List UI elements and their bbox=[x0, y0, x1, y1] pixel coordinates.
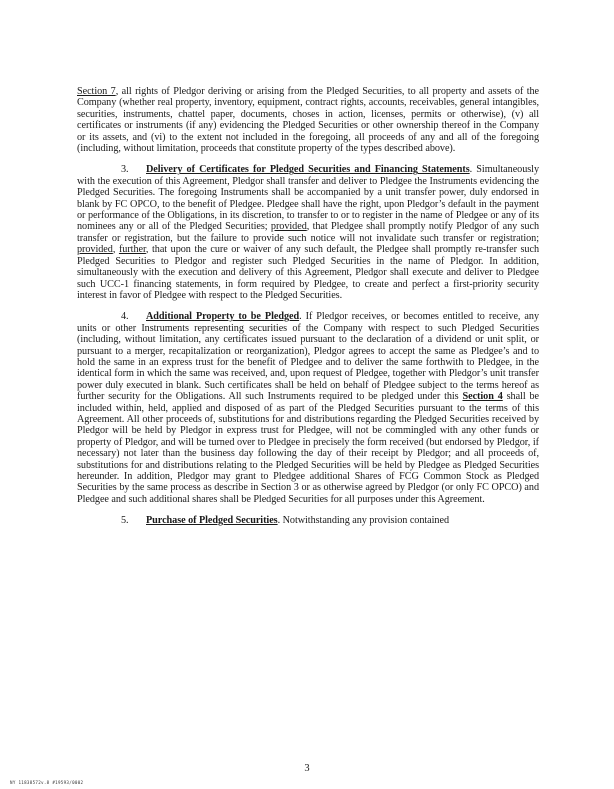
document-id-footer: NY 11838572v.8 #19593/0002 bbox=[10, 780, 84, 785]
section-4-body-1: . If Pledgor receives, or becomes entitled to receive, any units or other Instruments representing securities of the Company with respect to such Pledged Securities (including, without limitation, any certificates issued pursuant to the declaration of a dividend or unit split, or pursuant to a merger, recapitalization or reorganization), Pledgor agrees to accept the same as Pledgee’s and to hold the same in an express trust for the benefit of Pledgee and to deliver the same forthwith to Pledgee, in the identical form in which the same was received, and, upon request of Pledgee, together with Pledgor’s unit transfer power duly executed in blank. Such certificates shall be held on behalf of Pledgee subject to the terms hereof as further security for the Obligations. All such Instruments required to be pledged under this bbox=[77, 311, 539, 403]
section-3-provided-2: provided bbox=[77, 244, 113, 256]
intro-paragraph bbox=[77, 86, 539, 154]
section-5-paragraph bbox=[77, 515, 539, 526]
section-5-title: Purchase of Pledged Securities bbox=[146, 515, 278, 527]
section-4-paragraph bbox=[77, 311, 539, 505]
section-3-number: 3. bbox=[121, 164, 129, 176]
section-4-reference: Section 4 bbox=[462, 391, 503, 403]
section-4-body-2: shall be included within, held, applied and disposed of as part of the Pledged Securities pursuant to the terms of this Agreement. All other proceeds of, substitutions for and distributions regarding the Pledged Securities received by Pledgor will be held by Pledgor in express trust for Pledgee, will not be commingled with any other funds or property of Pledgor, and will be turned over to Pledgee in precisely the form received (but endorsed by Pledgor, if necessary) not later than the business day following the day of their receipt by Pledgor; and all proceeds of, substitutions for and distributions relating to the Pledged Securities will be held by Pledgee as Pledged Securities hereunder. In addition, Pledgor may grant to Pledgee additional Shares of FCG Common Stock as Pledged Securities by the same process as describe in Section 3 or as otherwise agreed by Pledgor (or only FC OPCO) and Pledgee and such additional shares shall be Pledged Securities for all purposes under this Agreement. bbox=[77, 391, 539, 505]
section-3-body-3: , that upon the cure or waiver of any such default, the Pledgee shall promptly re-transfer such Pledged Securities to Pledgor and register such Pledged Securities in the name of Pledgor. In addition, simultaneously with the execution and delivery of this Agreement, Pledgor shall execute and deliver to Pledgee such UCC-1 financing statements, in form required by Pledgee, to create and perfect a first-priority security interest in favor of Pledgee with respect to the Pledged Securities. bbox=[77, 244, 539, 301]
section-4-number: 4. bbox=[121, 311, 129, 323]
section-3-comma: , bbox=[112, 244, 119, 256]
section-3-paragraph bbox=[77, 164, 539, 301]
document-page bbox=[77, 86, 539, 527]
section-3-body-2: , that Pledgee shall promptly notify Pledgor of any such transfer or registration, but the failure to provide such notice will not invalidate such transfer or registration; bbox=[77, 221, 539, 244]
section-4-title: Additional Property to be Pledged bbox=[146, 311, 300, 323]
section-3-provided-1: provided bbox=[270, 221, 307, 233]
section-3-title: Delivery of Certificates for Pledged Securities and Financing Statements bbox=[146, 164, 470, 176]
section-3-further: further bbox=[118, 244, 146, 256]
intro-text: , all rights of Pledgor deriving or arising from the Pledged Securities, to all property and assets of the Company (whether real property, inventory, equipment, contract rights, accounts, receivables, general intangibles, securities, instruments, chattel paper, documents, choses in action, licenses, permits or otherwise), (v) all certificates or instruments (if any) evidencing the Pledged Securities or other ownership thereof in the Company or its assets, and (vi) to the extent not included in the foregoing, all proceeds of any and all of the foregoing (including, without limitation, proceeds that constitute property of the types described above). bbox=[77, 86, 540, 155]
section-5-number: 5. bbox=[121, 515, 129, 527]
section-7-reference: Section 7 bbox=[77, 86, 116, 97]
section-5-body-1: . Notwithstanding any provision contained bbox=[277, 515, 449, 527]
page-number: 3 bbox=[304, 763, 310, 774]
section-3-body-1: . Simultaneously with the execution of this Agreement, Pledgor shall transfer and deliver to Pledgee the Instruments evidencing the Pledged Securities. The foregoing Instruments shall be accompanied by a unit transfer power, duly endorsed in blank by FC OPCO, to the benefit of Pledgee. Pledgee shall have the right, upon Pledgor’s default in the payment or performance of the Obligations, in its discretion, to transfer to or to register in the name of Pledgee or any of its nominees any or all of the Pledged Securities; bbox=[77, 164, 539, 233]
